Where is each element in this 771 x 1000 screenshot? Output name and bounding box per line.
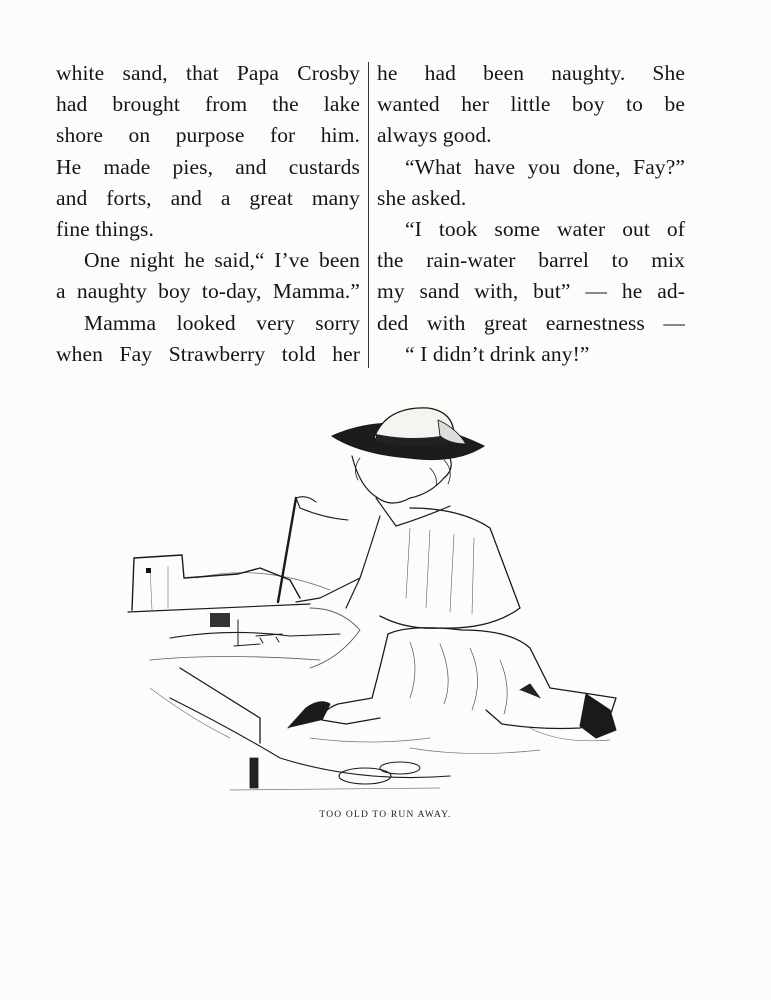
sand-fort-drawing: [128, 555, 450, 778]
boy-figure: [278, 408, 616, 738]
ground-and-pies: [230, 728, 610, 790]
right-text-column: [377, 58, 685, 370]
text-line: always good.: [377, 123, 492, 148]
text-line: One night he said,“ I’ve been: [84, 248, 360, 273]
column-divider: [368, 62, 369, 368]
text-line: “I took some water out of: [405, 216, 685, 241]
text-line: the rain-water barrel to mix: [377, 248, 685, 273]
text-line: “What have you done, Fay?”: [405, 154, 685, 179]
text-line: fine things.: [56, 216, 154, 241]
text-line: ded with great earnestness —: [377, 310, 685, 335]
text-line: had brought from the lake: [56, 92, 360, 117]
text-line: he had been naughty. She: [377, 61, 685, 85]
text-line: a naughty boy to-day, Mamma.”: [56, 279, 360, 304]
text-line: shore on purpose for him.: [56, 123, 360, 148]
text-line: when Fay Strawberry told her: [56, 341, 360, 366]
left-text-column: [56, 58, 360, 370]
text-line: my sand with, but” — he ad-: [377, 279, 685, 304]
text-line: He made pies, and custards: [56, 154, 360, 179]
text-line: Mamma looked very sorry: [84, 310, 360, 335]
text-line: “ I didn’t drink any!”: [405, 341, 590, 366]
text-line: she asked.: [377, 185, 467, 210]
text-line: white sand, that Papa Crosby: [56, 61, 360, 85]
illustration-caption: TOO OLD TO RUN AWAY.: [319, 810, 452, 820]
text-line: wanted her little boy to be: [377, 92, 685, 117]
text-line: and forts, and a great many: [56, 185, 360, 210]
boy-with-sand-illustration: [110, 398, 630, 798]
